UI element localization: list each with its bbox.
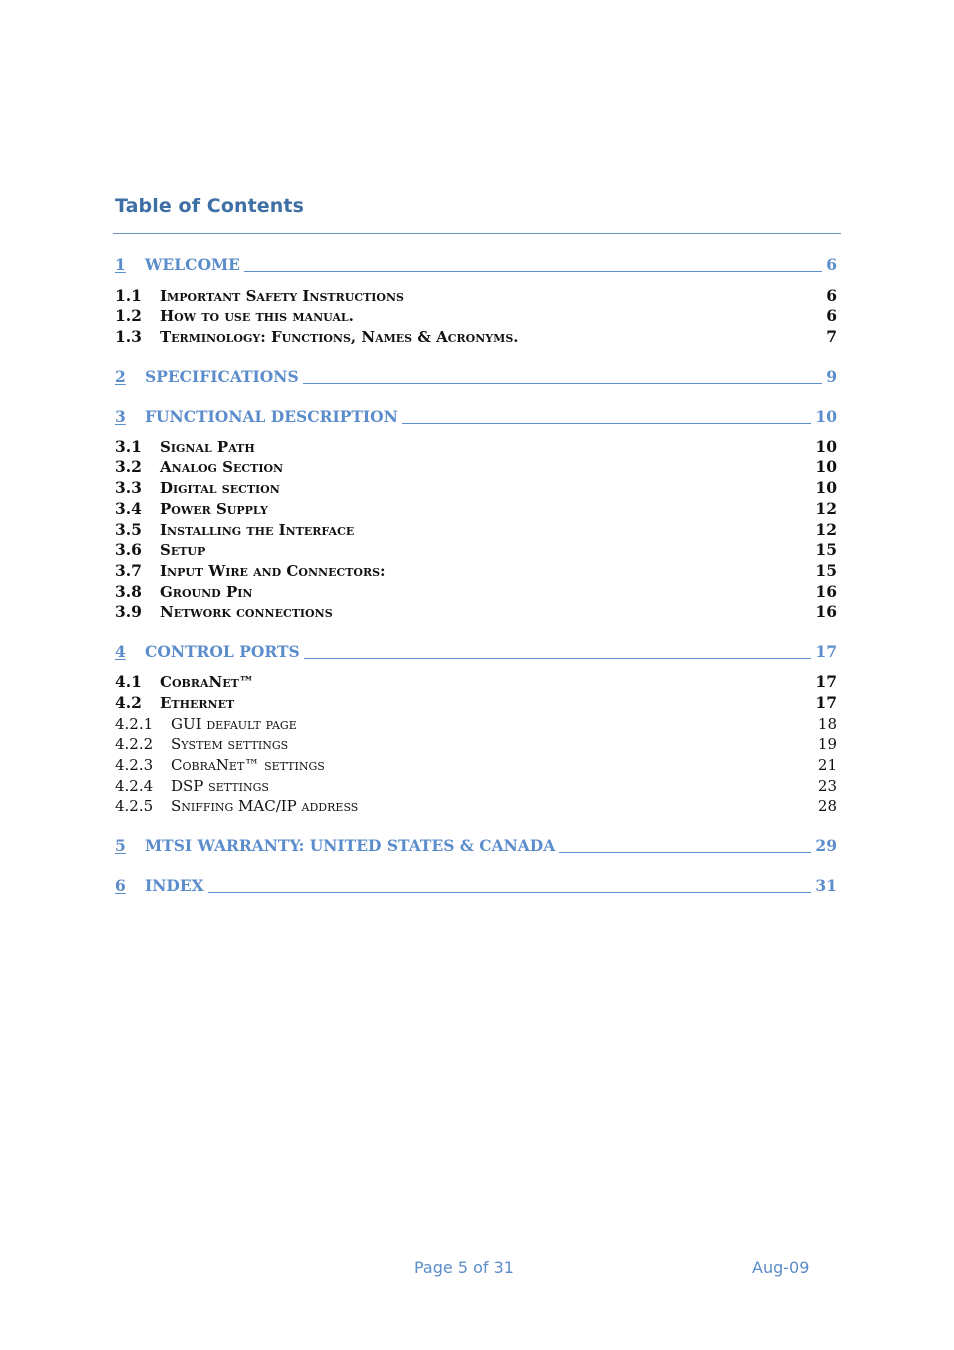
toc-entry-page: 17	[811, 642, 837, 662]
toc-entry-number: 3.7	[115, 561, 142, 580]
toc-entry-label: CobraNet™	[160, 673, 254, 691]
toc-entry-number: 3.9	[115, 602, 142, 621]
toc-entry[interactable]	[115, 642, 837, 662]
toc-entry[interactable]	[115, 672, 837, 692]
toc-entry-label: DSP settings	[171, 777, 269, 795]
toc-entry-page: 21	[817, 756, 837, 774]
toc-entry[interactable]	[115, 734, 837, 754]
toc-entry-number: 2	[115, 367, 126, 386]
toc-leader-line	[145, 892, 837, 893]
toc-entry[interactable]	[115, 602, 837, 622]
toc-entry-number: 5	[115, 836, 126, 855]
toc-entry-page: 12	[815, 520, 837, 539]
toc-entry-page: 9	[822, 367, 837, 387]
toc-entry[interactable]	[115, 437, 837, 457]
toc-entry-label: INDEX	[145, 876, 208, 896]
toc-entry-label: Installing the Interface	[160, 521, 355, 539]
toc-entry[interactable]	[115, 478, 837, 498]
toc-entry-page: 10	[815, 437, 837, 456]
toc-entry-label: MTSI WARRANTY: UNITED STATES & CANADA	[145, 836, 559, 856]
toc-entry-page: 12	[815, 499, 837, 518]
toc-entry[interactable]	[115, 876, 837, 896]
toc-entry-label: Sniffing MAC/IP address	[171, 797, 359, 815]
toc-entry-label: Setup	[160, 541, 206, 559]
toc-entry-number: 4	[115, 642, 126, 661]
toc-entry-page: 15	[815, 540, 837, 559]
toc-entry-page: 19	[817, 735, 837, 753]
toc-entry[interactable]	[115, 286, 837, 306]
toc-entry-page: 17	[815, 693, 837, 712]
toc-entry[interactable]	[115, 693, 837, 713]
toc-entry-label: Signal Path	[160, 438, 255, 456]
toc-entry[interactable]	[115, 327, 837, 347]
toc-entry-page: 10	[815, 457, 837, 476]
toc-entry-label: Power Supply	[160, 500, 268, 518]
toc-entry-label: Terminology: Functions, Names & Acronyms.	[160, 328, 519, 346]
toc-entry-label: System settings	[171, 735, 289, 753]
toc-entry-label: CobraNet™ settings	[171, 756, 325, 774]
toc-entry[interactable]	[115, 499, 837, 519]
toc-entry-number: 4.2.4	[115, 777, 154, 795]
toc-entry-page: 6	[826, 286, 837, 305]
toc-entry[interactable]	[115, 306, 837, 326]
toc-entry-number: 4.2.1	[115, 715, 154, 733]
toc-entry-number: 3	[115, 407, 126, 426]
toc-entry-number: 3.5	[115, 520, 142, 539]
toc-entry-label: Important Safety Instructions	[160, 287, 404, 305]
toc-entry-page: 6	[822, 255, 837, 275]
toc-entry-label: CONTROL PORTS	[145, 642, 304, 662]
toc-entry-label: Analog Section	[160, 458, 284, 476]
toc-entry-number: 4.2	[115, 693, 142, 712]
toc-entry[interactable]	[115, 255, 837, 275]
toc-entry[interactable]	[115, 407, 837, 427]
toc-entry-number: 1.1	[115, 286, 142, 305]
toc-entry[interactable]	[115, 582, 837, 602]
toc-entry-number: 1	[115, 255, 126, 274]
toc-entry-page: 23	[817, 777, 837, 795]
toc-entry[interactable]	[115, 714, 837, 734]
toc-entry-label: Network connections	[160, 603, 333, 621]
toc-entry-number: 1.3	[115, 327, 142, 346]
toc-entry-page: 18	[817, 715, 837, 733]
toc-entry[interactable]	[115, 367, 837, 387]
toc-entry-page: 10	[811, 407, 837, 427]
toc-entry-number: 3.8	[115, 582, 142, 601]
toc-entry[interactable]	[115, 796, 837, 816]
toc-entry[interactable]	[115, 561, 837, 581]
toc-entry-number: 3.3	[115, 478, 142, 497]
toc-entry-number: 4.2.2	[115, 735, 154, 753]
toc-entry-label: GUI default page	[171, 715, 297, 733]
toc-entry-page: 29	[811, 836, 837, 856]
toc-entry[interactable]	[115, 836, 837, 856]
toc-entry[interactable]	[115, 520, 837, 540]
toc-entry-number: 3.2	[115, 457, 142, 476]
toc-entry-label: Digital section	[160, 479, 280, 497]
toc-entry-label: Ground Pin	[160, 583, 253, 601]
toc-entry-label: How to use this manual.	[160, 307, 354, 325]
toc-entry-number: 4.2.3	[115, 756, 154, 774]
toc-entry-number: 4.1	[115, 672, 142, 691]
toc-entry-page: 16	[815, 582, 837, 601]
toc-entry-page: 31	[811, 876, 837, 896]
title-divider	[113, 233, 841, 234]
toc-entry[interactable]	[115, 540, 837, 560]
toc-entry[interactable]	[115, 457, 837, 477]
toc-entry-label: FUNCTIONAL DESCRIPTION	[145, 407, 402, 427]
toc-entry-label: WELCOME	[145, 255, 244, 275]
toc-entry-page: 16	[815, 602, 837, 621]
footer-date: Aug-09	[752, 1258, 810, 1277]
toc-entry-page: 15	[815, 561, 837, 580]
toc-title: Table of Contents	[115, 195, 304, 217]
toc-entry-number: 3.4	[115, 499, 142, 518]
toc-entry-label: Input Wire and Connectors:	[160, 562, 386, 580]
toc-entry-number: 3.1	[115, 437, 142, 456]
footer-page-number: Page 5 of 31	[414, 1258, 514, 1277]
toc-entry-page: 10	[815, 478, 837, 497]
toc-entry-label: SPECIFICATIONS	[145, 367, 303, 387]
toc-entry-page: 17	[815, 672, 837, 691]
toc-entry-number: 3.6	[115, 540, 142, 559]
toc-entry-number: 1.2	[115, 306, 142, 325]
toc-entry-number: 4.2.5	[115, 797, 154, 815]
toc-leader-line	[145, 271, 837, 272]
toc-entry-number: 6	[115, 876, 126, 895]
toc-entry[interactable]	[115, 776, 837, 796]
toc-entry-label: Ethernet	[160, 694, 235, 712]
toc-entry[interactable]	[115, 755, 837, 775]
toc-entry-page: 6	[826, 306, 837, 325]
toc-entry-page: 28	[817, 797, 837, 815]
toc-entry-page: 7	[826, 327, 837, 346]
